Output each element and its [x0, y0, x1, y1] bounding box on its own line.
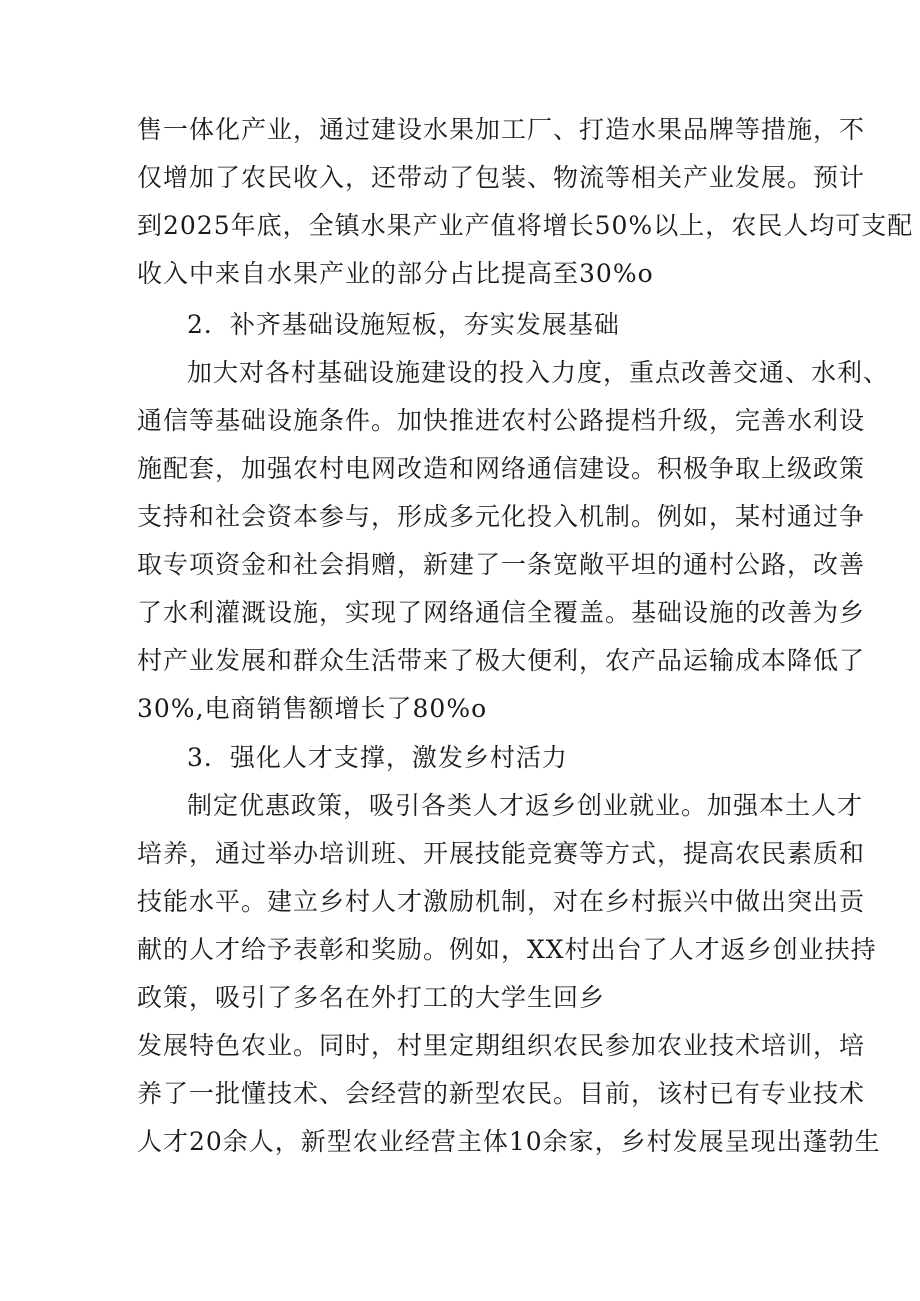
- paragraph-line: 支持和社会资本参与，形成多元化投入机制。例如，某村通过争: [137, 502, 866, 531]
- paragraph-line: 人才20余人，新型农业经营主体10余家，乡村发展呈现出蓬勃生: [137, 1127, 881, 1156]
- paragraph-line: 收入中来自水果产业的部分占比提高至30%o: [137, 259, 654, 288]
- section-heading-3: 3．强化人才支撑，激发乡村活力: [187, 743, 568, 772]
- paragraph-line: 加大对各村基础设施建设的投入力度，重点改善交通、水利、: [187, 358, 890, 387]
- paragraph-line: 施配套，加强农村电网改造和网络通信建设。积极争取上级政策: [137, 454, 866, 483]
- paragraph-line: 通信等基础设施条件。加快推进农村公路提档升级，完善水利设: [137, 406, 866, 435]
- paragraph-line: 仅增加了农民收入，还带动了包装、物流等相关产业发展。预计: [137, 163, 866, 192]
- paragraph-line: 制定优惠政策，吸引各类人才返乡创业就业。加强本土人才: [187, 791, 864, 820]
- paragraph-line: 到2025年底，全镇水果产业产值将增长50%以上，农民人均可支配: [137, 211, 914, 240]
- paragraph-line: 政策，吸引了多名在外打工的大学生回乡: [137, 983, 606, 1012]
- paragraph-line: 村产业发展和群众生活带来了极大便利，农产品运输成本降低了: [137, 646, 866, 675]
- section-heading-2: 2．补齐基础设施短板，夯实发展基础: [187, 310, 620, 339]
- paragraph-line: 技能水平。建立乡村人才激励机制，对在乡村振兴中做出突出贡: [137, 887, 866, 916]
- paragraph-line: 30%,电商销售额增长了80%o: [137, 694, 488, 723]
- paragraph-line: 献的人才给予表彰和奖励。例如，XX村出台了人才返乡创业扶持: [137, 935, 877, 964]
- paragraph-line: 培养，通过举办培训班、开展技能竞赛等方式，提高农民素质和: [137, 839, 866, 868]
- paragraph-line: 发展特色农业。同时，村里定期组织农民参加农业技术培训，培: [137, 1031, 866, 1060]
- paragraph-line: 了水利灌溉设施，实现了网络通信全覆盖。基础设施的改善为乡: [137, 598, 866, 627]
- paragraph-line: 取专项资金和社会捐赠，新建了一条宽敞平坦的通村公路，改善: [137, 550, 866, 579]
- paragraph-line: 售一体化产业，通过建设水果加工厂、打造水果品牌等措施，不: [137, 115, 866, 144]
- paragraph-line: 养了一批懂技术、会经营的新型农民。目前，该村已有专业技术: [137, 1079, 866, 1108]
